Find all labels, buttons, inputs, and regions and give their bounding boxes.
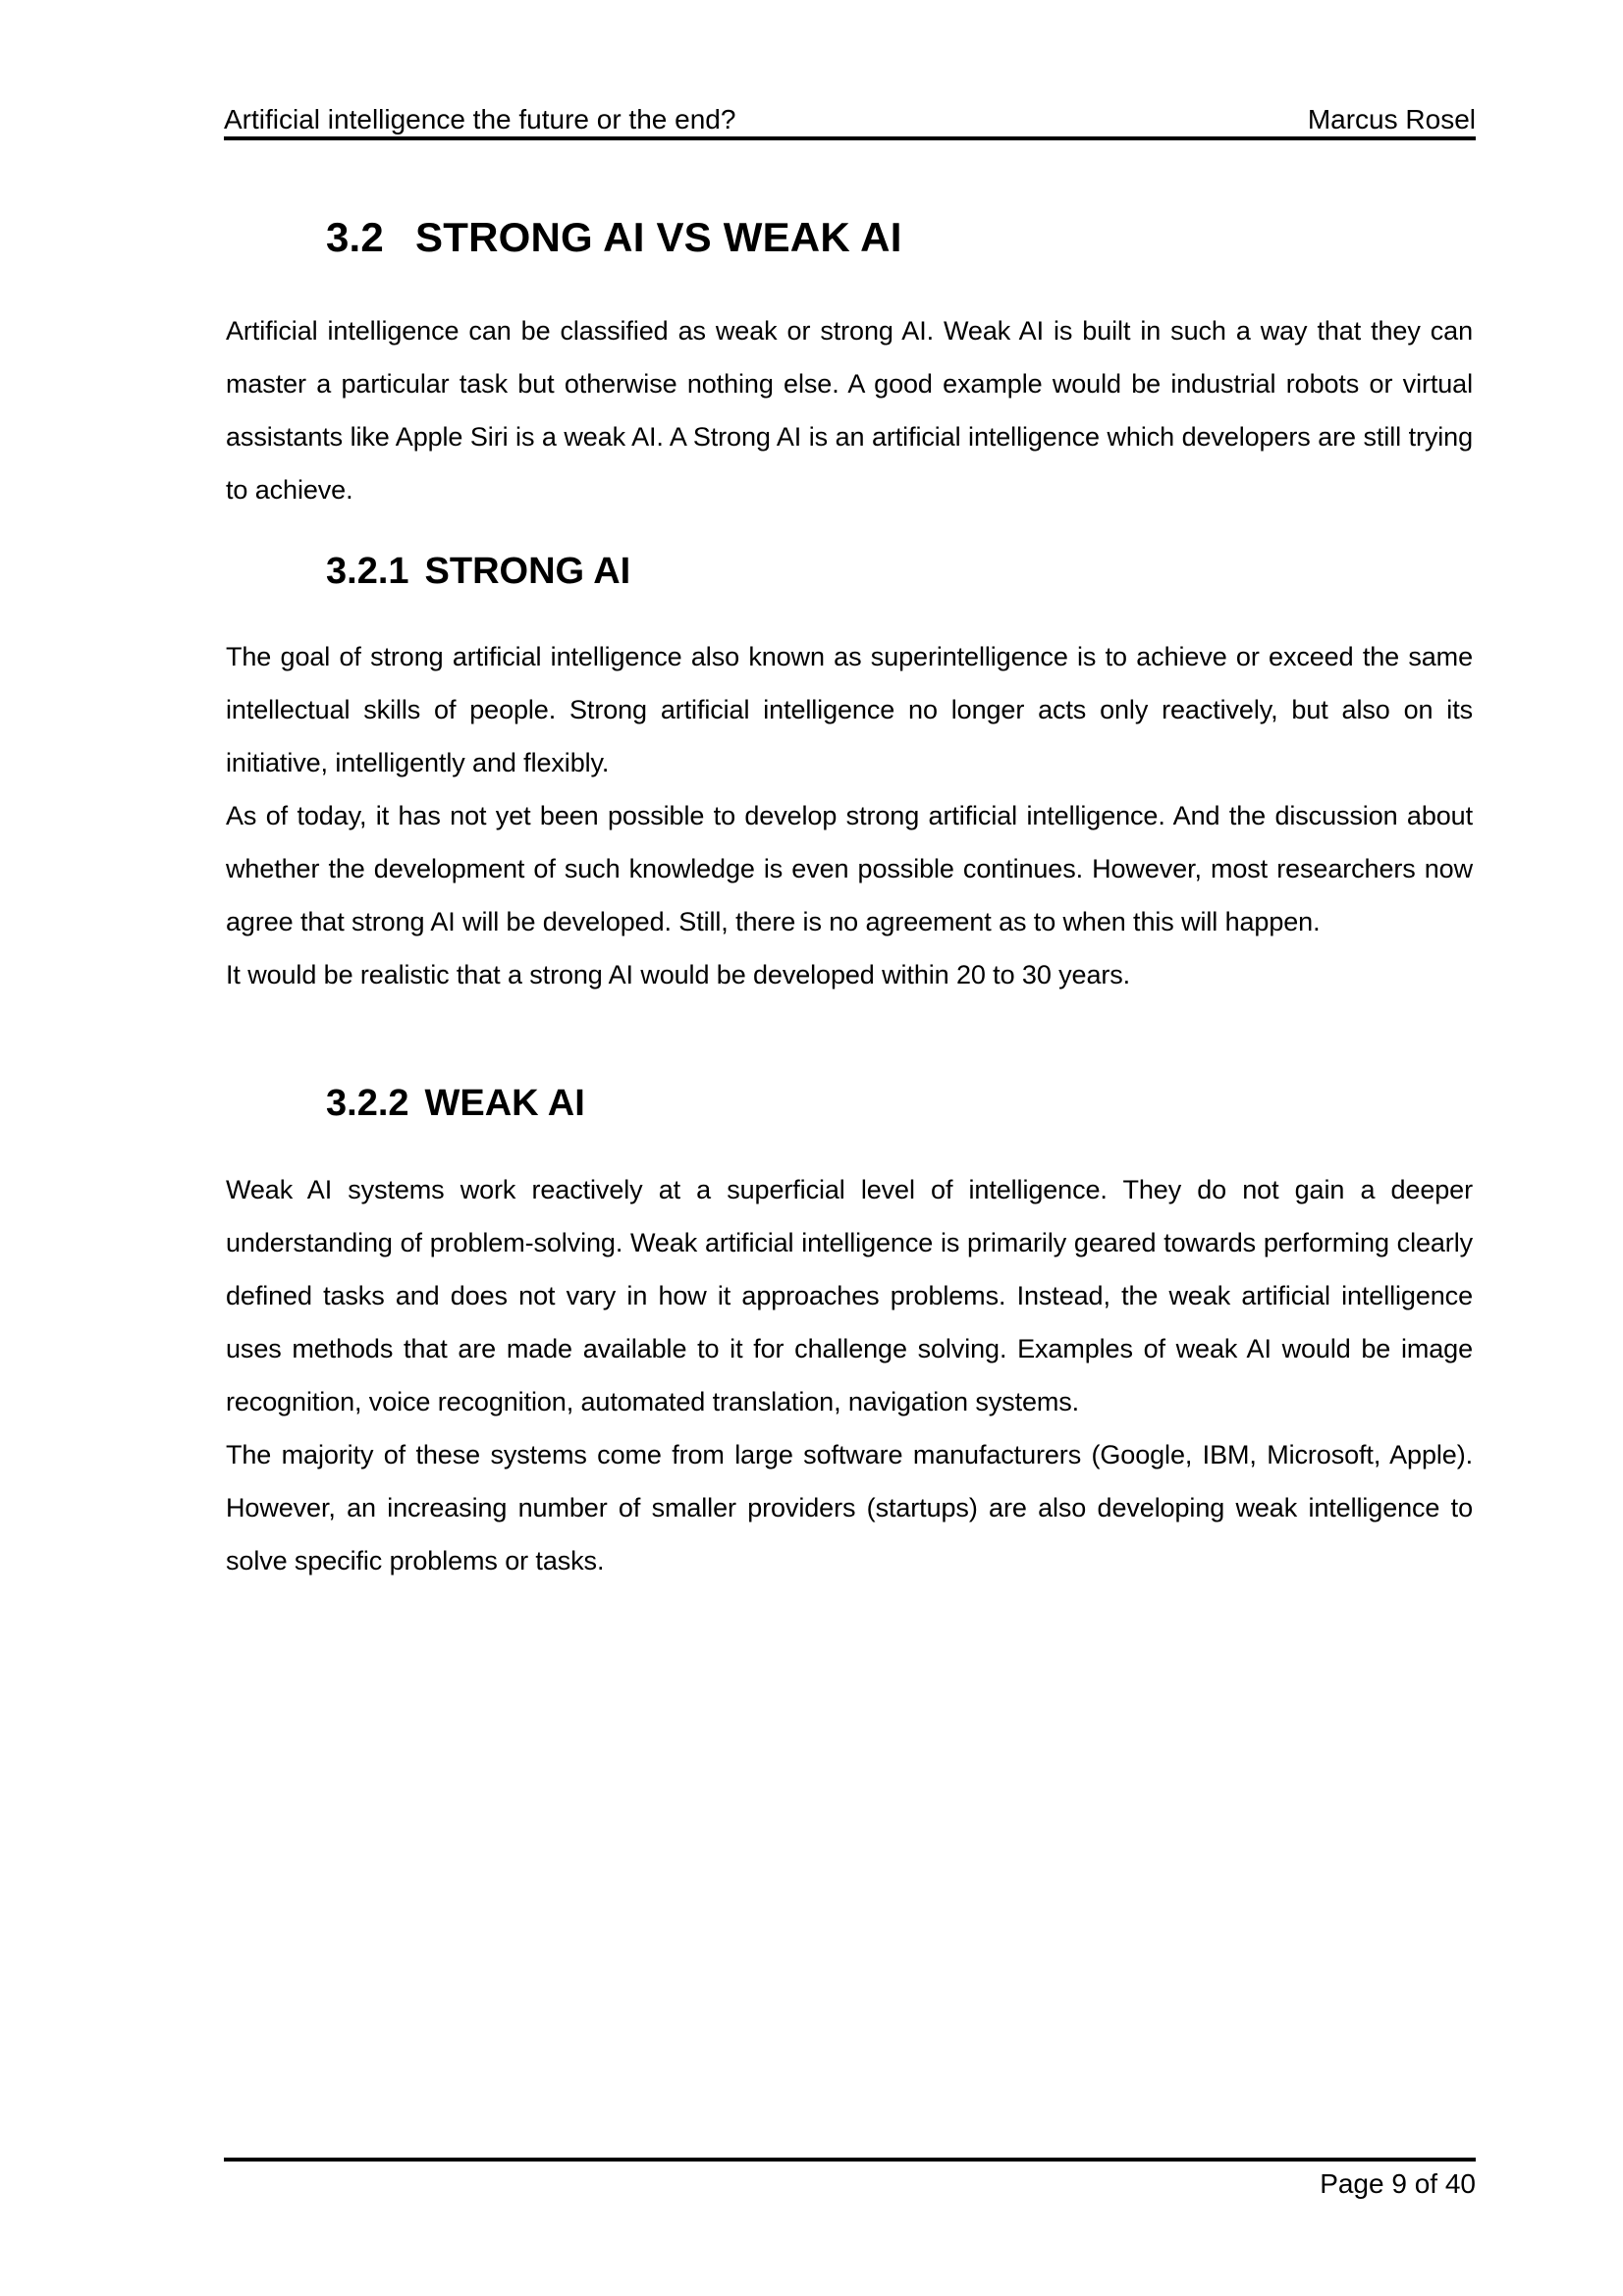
section-title: STRONG AI <box>424 551 631 592</box>
section-heading-3-2-1 <box>326 550 630 593</box>
paragraph: Weak AI systems work reactively at a superficial level of intelligence. They do not gain a deeper understanding of problem-solving. Weak artificial intelligence is primarily geared towards performing clearly defined tasks and does not vary in how it approaches problems. Instead, the weak artificial intelligence uses methods that are made available to it for challenge solving. Examples of weak AI would be image recognition, voice recognition, automated translation, navigation systems. <box>226 1175 1473 1416</box>
paragraph: The goal of strong artificial intelligence also known as superintelligence is to achieve or exceed the same intellectual skills of people. Strong artificial intelligence no longer acts only reactively, but also on its initiative, intelligently and flexibly. <box>226 642 1473 777</box>
running-head-title: Artificial intelligence the future or the end? <box>224 104 736 134</box>
paragraph: It would be realistic that a strong AI would be developed within 20 to 30 years. <box>226 960 1131 989</box>
page-number: Page 9 of 40 <box>1320 2168 1476 2199</box>
section-number: 3.2 <box>326 214 384 260</box>
section-heading-3-2-2 <box>326 1082 585 1125</box>
section-3-2-2-body <box>226 1163 1473 1587</box>
page-footer <box>224 2158 1476 2200</box>
page-header <box>224 96 1476 140</box>
section-title: STRONG AI VS WEAK AI <box>415 214 902 260</box>
section-number: 3.2.1 <box>326 551 409 592</box>
section-number: 3.2.2 <box>326 1083 409 1124</box>
section-heading-3-2 <box>326 214 902 261</box>
running-head-author: Marcus Rosel <box>1307 104 1476 134</box>
section-title: WEAK AI <box>424 1083 585 1124</box>
paragraph: The majority of these systems come from large software manufacturers (Google, IBM, Microsoft, Apple). However, an increasing number of smaller providers (startups) are also developing weak intelligence to solve specific problems or tasks. <box>226 1440 1473 1575</box>
paragraph: As of today, it has not yet been possible to develop strong artificial intelligence. And the discussion about whether the development of such knowledge is even possible continues. However, most researchers now agree that strong AI will be developed. Still, there is no agreement as to when this will happen. <box>226 801 1473 936</box>
section-3-2-body <box>226 304 1473 516</box>
paragraph: Artificial intelligence can be classified as weak or strong AI. Weak AI is built in such a way that they can master a particular task but otherwise nothing else. A good example would be industrial robots or virtual assistants like Apple Siri is a weak AI. A Strong AI is an artificial intelligence which developers are still trying to achieve. <box>226 316 1473 505</box>
section-3-2-1-body <box>226 630 1473 1001</box>
